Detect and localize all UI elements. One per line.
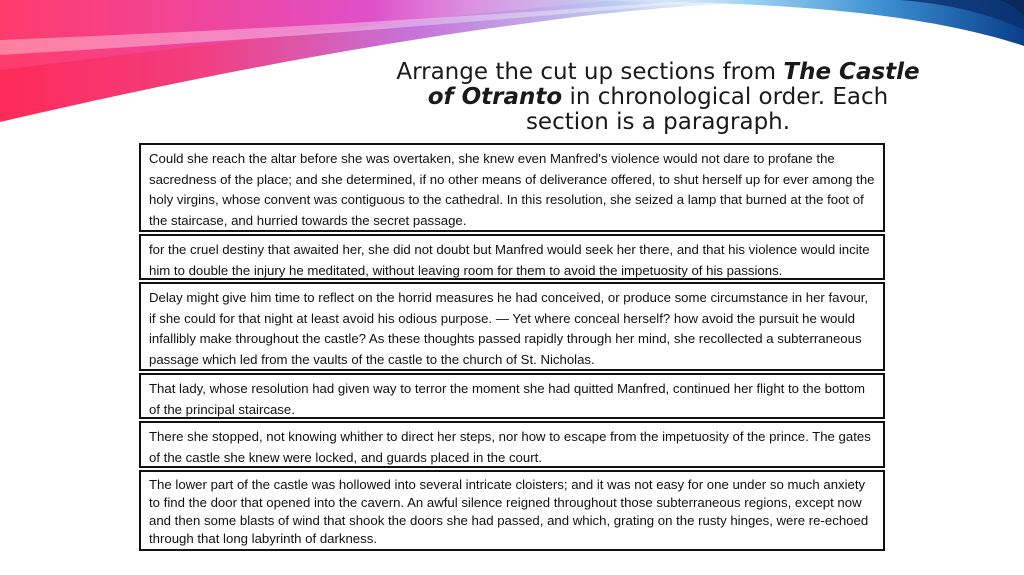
section-card[interactable]: The lower part of the castle was hollowed into several intricate cloisters; and it was not easy for one under so much anxiety to find the door that opened into the cavern. An awful silence reigned throughout those subterraneous regions, except now and then some blasts of wind that shook the doors she had passed, and which, grating on the rusty hinges, were re-echoed through that long labyrinth of darkness. bbox=[139, 470, 885, 551]
section-card[interactable]: There she stopped, not knowing whither to direct her steps, nor how to escape from the impetuosity of the prince. The gates of the castle she knew were locked, and guards placed in the court. bbox=[139, 421, 885, 468]
page-title bbox=[388, 60, 928, 135]
title-prefix: Arrange the cut up sections from bbox=[396, 59, 784, 85]
section-card[interactable]: Delay might give him time to reflect on the horrid measures he had conceived, or produce some circumstance in her favour, if she could for that night at least avoid his odious purpose. — Yet where conceal herself? how avoid the pursuit he would infallibly make throughout the castle? As these thoughts passed rapidly through her mind, she recollected a subterraneous passage which led from the vaults of the castle to the church of St. Nicholas. bbox=[139, 282, 885, 371]
book-title: The Castle of Otranto bbox=[427, 59, 920, 110]
section-card[interactable]: for the cruel destiny that awaited her, she did not doubt but Manfred would seek her there, and that his violence would incite him to double the injury he meditated, without leaving room for them to avoid the impetuosity of his passions. bbox=[139, 234, 885, 280]
section-card[interactable]: That lady, whose resolution had given way to terror the moment she had quitted Manfred, continued her flight to the bottom of the principal staircase. bbox=[139, 373, 885, 419]
cut-up-sections bbox=[139, 143, 885, 553]
section-card[interactable]: Could she reach the altar before she was overtaken, she knew even Manfred's violence would not dare to profane the sacredness of the place; and she determined, if no other means of deliverance offered, to shut herself up for ever among the holy virgins, whose convent was contiguous to the cathedral. In this resolution, she seized a lamp that burned at the foot of the staircase, and hurried towards the secret passage. bbox=[139, 143, 885, 232]
title-suffix: in chronological order. Each section is a paragraph. bbox=[525, 84, 889, 135]
